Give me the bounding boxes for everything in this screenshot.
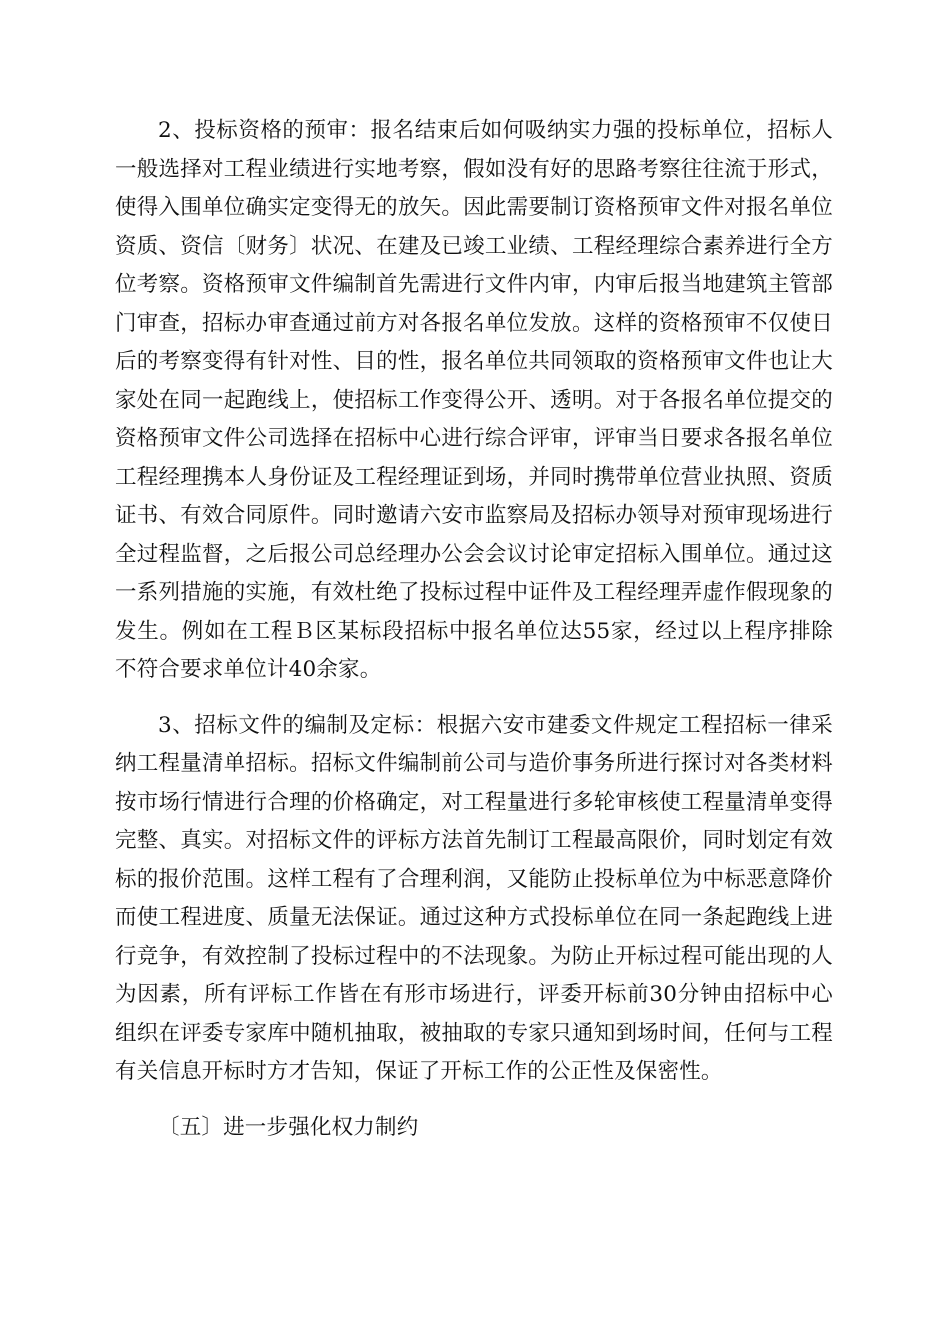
section-heading: 〔五〕进一步强化权力制约 bbox=[158, 1114, 419, 1140]
paragraph-tender-documents: 3、招标文件的编制及定标：根据六安市建委文件规定工程招标一律采纳工程量清单招标。招标文件编制前公司与造价事务所进行探讨对各类材料按市场行情进行合理的价格确定，对工程量进行多轮审核使工程量清单变得完整、真实。对招标文件的评标方法首先制订工程最高限价，同时划定有效标的报价范围。这样工程有了合理利润，又能防止投标单位为中标恶意降价而使工程进度、质量无法保证。通过这种方式投标单位在同一条起跑线上进行竞争，有效控制了投标过程中的不法现象。为防止开标过程可能出现的人为因素，所有评标工作皆在有形市场进行，评委开标前30分钟由招标中心组织在评委专家库中随机抽取，被抽取的专家只通知到场时间，任何与工程有关信息开标时方才告知，保证了开标工作的公正性及保密性。 bbox=[115, 712, 833, 1084]
document-body bbox=[115, 112, 833, 1147]
paragraph-prequalification: 2、投标资格的预审：报名结束后如何吸纳实力强的投标单位，招标人一般选择对工程业绩进行实地考察，假如没有好的思路考察往往流于形式，使得入围单位确实定变得无的放矢。因此需要制订资格预审文件对报名单位资质、资信〔财务〕状况、在建及已竣工业绩、工程经理综合素养进行全方位考察。资格预审文件编制首先需进行文件内审，内审后报当地建筑主管部门审查，招标办审查通过前方对各报名单位发放。这样的资格预审不仅使日后的考察变得有针对性、目的性，报名单位共同领取的资格预审文件也让大家处在同一起跑线上，使招标工作变得公开、透明。对于各报名单位提交的资格预审文件公司选择在招标中心进行综合评审，评审当日要求各报名单位工程经理携本人身份证及工程经理证到场，并同时携带单位营业执照、资质证书、有效合同原件。同时邀请六安市监察局及招标办领导对预审现场进行全过程监督，之后报公司总经理办公会会议讨论审定招标入围单位。通过这一系列措施的实施，有效杜绝了投标过程中证件及工程经理弄虚作假现象的发生。例如在工程Ｂ区某标段招标中报名单位达55家，经过以上程序排除不符合要求单位计40余家。 bbox=[115, 118, 833, 682]
